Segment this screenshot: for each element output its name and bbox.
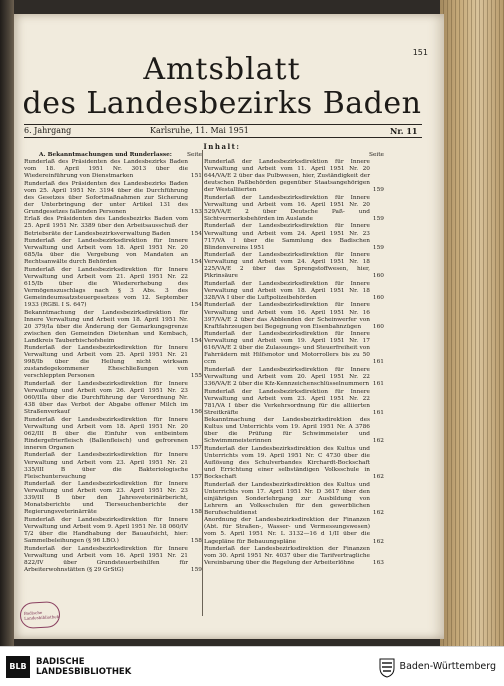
- state-coat-of-arms-icon: [378, 656, 396, 678]
- contents-entry: [204, 252, 384, 280]
- entry-text: Runderlaß der Landesbezirksdirektion des Kultus und Unterrichts vom 19. April 1951 Nr. C 4730 über die Auflösung des Schulverbandes Kirchardt-Bockschaft und Errichtung einer selbständigen Volksschule in Bockschaft: [204, 445, 370, 481]
- entry-text: Runderlaß der Landesbezirksdirektion für Innere Verwaltung und Arbeit vom 19. April 1951 Nr. 17 616/VA/E 2 über die Zulassungs- und Steuerfreiheit von Fahrrädern mit Hilfsmotor und Motorrollers bis zu 50 ccm: [204, 331, 370, 366]
- entry-page-number: 161: [372, 359, 384, 366]
- entry-page-number: 163: [372, 560, 384, 567]
- state-name[interactable]: Baden-Württemberg: [399, 661, 496, 672]
- volume-label: 6. Jahrgang: [24, 126, 72, 135]
- column-divider: [202, 150, 203, 616]
- entry-text: Bekanntmachung der Landesbezirksdirektion für Innere Verwaltung und Arbeit vom 18. April 1951 Nr. 20 379/Ia über die Änderung der Gemarkungsgrenze zwischen den Gemeinden Dietenhan und Kembach, Landkreis Tauberbischofsheim: [24, 309, 188, 344]
- entry-page-number: 158: [190, 509, 202, 516]
- masthead-title-line2: des Landesbezirks Baden: [22, 86, 422, 121]
- contents-entry: [24, 345, 202, 380]
- issue-number: Nr. 11: [390, 126, 418, 136]
- contents-entry: [204, 546, 384, 567]
- contents-entry: [204, 223, 384, 251]
- contents-entry: [204, 195, 384, 223]
- entry-text: Runderlaß der Landesbezirksdirektion für Innere Verwaltung und Arbeit vom 24. April 1951 Nr. 23 717/VA I über die Sammlung des Badischen Blindenvereins 1951: [204, 223, 370, 251]
- entry-text: Runderlaß der Landesbezirksdirektion des Kultus und Unterrichts vom 17. April 1951 Nr. D 3617 über den einjährigen Sonderlehrgang zur Ausbildung von Lehrern an Volksschulen für den gewerblichen Berufsschuldienst: [204, 481, 370, 516]
- viewer-footer: [0, 646, 504, 686]
- library-name[interactable]: [36, 657, 131, 677]
- entry-page-number: 162: [372, 538, 384, 545]
- entry-text: Runderlaß des Präsidenten des Landesbezirks Baden vom 25. April 1951 Nr. 3194 über die Durchführung des Gesetzes über Sofortmaßnahmen zur Sicherung der Unterbringung der unter Artikel 131 des Grundgesetzes fallenden Personen: [24, 180, 188, 215]
- entry-page-number: 157: [190, 473, 202, 480]
- contents-entry: [204, 389, 384, 417]
- contents-entry: [24, 417, 202, 452]
- entry-text: Runderlaß der Landesbezirksdirektion für Innere Verwaltung und Arbeit vom 18. April 1951 Nr. 18 328/VA I über die Luftpolizeibehörden: [204, 280, 370, 301]
- section-heading-text: A. Bekanntmachungen und Runderlasse:: [39, 152, 172, 158]
- contents-entry: [24, 238, 202, 266]
- contents-left-column: [24, 152, 202, 574]
- entry-text: Runderlaß der Landesbezirksdirektion für Innere Verwaltung und Arbeit vom 23. April 1951 Nr. 22 781/VA I über die Verkehrsordnung für die alliierten Streitkräfte: [204, 388, 370, 416]
- contents-entry: [24, 381, 202, 416]
- entry-page-number: 160: [372, 294, 384, 301]
- contents-entry: [24, 159, 202, 180]
- seite-label: Seite: [186, 152, 202, 158]
- contents-entry: [204, 417, 384, 445]
- entry-page-number: 160: [372, 323, 384, 330]
- library-stamp: [19, 601, 60, 629]
- entry-page-number: 154: [190, 337, 202, 344]
- seite-label-right: Seite: [368, 152, 384, 158]
- contents-entry: [24, 267, 202, 309]
- contents-right-column: [204, 152, 384, 568]
- entry-page-number: 154: [190, 230, 202, 237]
- entry-text: Anordnung der Landesbezirksdirektion der Finanzen (Abt. für Straßen-, Wasser- und Vermessungswesen) vom 5. April 1951 Nr. L 3132—16 d 1/II über die Lagepläne für Bebauungspläne: [204, 517, 370, 545]
- entry-text: Runderlaß der Landesbezirksdirektion für Innere Verwaltung und Arbeit vom 24. April 1951 Nr. 18 225/VA/E 2 über das Sprengstoffwesen, hier, Pikrinsäure: [204, 252, 370, 280]
- entry-text: Runderlaß der Landesbezirksdirektion für Innere Verwaltung und Arbeit vom 11. April 1951 Nr. 20 644/VA/E 2 über das Pulbwesen, hier, Zuständigkeit der deutschen Paßbehörden gegenüber Staatsangehörigen der Westalliierten: [204, 159, 370, 194]
- entry-page-number: 161: [372, 409, 384, 416]
- entry-page-number: 161: [372, 381, 384, 387]
- entry-text: Runderlaß der Landesbezirksdirektion für Innere Verwaltung und Arbeit vom 18. April 1951 Nr. 20 685/Ia über die Vergebung von Mandaten an Rechtsanwälte durch Behörden: [24, 238, 188, 266]
- masthead-rule-bottom: [24, 137, 422, 138]
- right-entries-list: [204, 159, 384, 567]
- contents-entry: [204, 281, 384, 302]
- entry-text: Runderlaß der Landesbezirksdirektion für Innere Verwaltung und Arbeit vom 23. April 1951 Nr. 21 335/III B über die Bakteriologische Fleischuntersuchung: [24, 452, 188, 480]
- entry-text: Runderlaß der Landesbezirksdirektion für Innere Verwaltung und Arbeit vom 26. April 1951 Nr. 23 060/IIIa über die Durchführung der Verordnung Nr. 438 über das Verbot der Abgabe offener Milch im Straßenverkauf: [24, 381, 188, 416]
- entry-text: Runderlaß der Landesbezirksdirektion für Innere Verwaltung und Arbeit vom 23. April 1951 Nr. 23 339/III B über den Jahresveterinärbericht, Monatsberichte und Tierseuchenberichte der Regierungsveterinärräte: [24, 481, 188, 516]
- contents-entry: [204, 159, 384, 194]
- contents-heading: Inhalt:: [203, 142, 241, 151]
- masthead-rule-top: [24, 124, 422, 125]
- page-edge-lines: [440, 0, 504, 646]
- entry-text: Runderlaß der Landesbezirksdirektion für Innere Verwaltung und Arbeit vom 16. April 1951 Nr. 21 822/IV über Grundsteuerbeihilfen für Arbeiterwohnstätten (§ 29 GrStG): [24, 545, 188, 573]
- section-heading: [24, 152, 202, 159]
- contents-entry: [204, 482, 384, 517]
- entry-page-number: 159: [372, 244, 384, 251]
- entry-page-number: 159: [372, 215, 384, 222]
- blb-logo[interactable]: BLB: [6, 656, 30, 678]
- entry-page-number: 159: [372, 187, 384, 194]
- entry-text: Runderlaß der Landesbezirksdirektion für Innere Verwaltung und Arbeit vom 21. April 1951 Nr. 22 615/Ib über die Wiedererhebung des Vermögenszuschlags nach § 3 Abs. 3 des Gemeindeumsatzsteuergesetzes vom 12. September 1933 (RGBl. I S. 647): [24, 266, 188, 308]
- entry-text: Runderlaß der Landesbezirksdirektion für Innere Verwaltung und Arbeit vom 16. April 1951 Nr. 16 397/VA/E 2 über das Abblenden der Scheinwerfer von Kraftfahrzeugen bei Begegnung von Eisenbahnzügen: [204, 302, 370, 330]
- entry-text: Runderlaß der Landesbezirksdirektion für Innere Verwaltung und Arbeit vom 16. April 1951 Nr. 20 529/VA/E 2 über Deutsche Paß- und Sichtvermerksbehörden im Auslande: [204, 194, 370, 222]
- entry-text: Runderlaß der Landesbezirksdirektion der Finanzen vom 30. April 1951 Nr. 4037 über die Tarifvertragliche Vereinbarung über die Regelung der Arbeiterlöhne: [204, 546, 370, 567]
- entry-text: Erlaß des Präsidenten des Landesbezirks Baden vom 25. April 1951 Nr. 3389 über den Arbeitsausschuß der Betriebsräte der Landesbezirksverwaltung Baden: [24, 216, 188, 237]
- entry-page-number: 162: [372, 438, 384, 445]
- entry-text: Runderlaß der Landesbezirksdirektion für Innere Verwaltung und Arbeit vom 20. April 1951 Nr. 22 336/VA/E 2 über die Kfz-Kennzeichenschlüsselnummern: [204, 366, 370, 387]
- entry-page-number: 160: [372, 273, 384, 280]
- entry-page-number: 162: [372, 509, 384, 516]
- entry-page-number: 154: [190, 259, 202, 266]
- entry-page-number: 156: [190, 409, 202, 416]
- page-number: 151: [412, 48, 428, 57]
- entry-page-number: 158: [190, 538, 202, 545]
- contents-entry: [24, 310, 202, 345]
- contents-entry: [24, 517, 202, 545]
- entry-text: Runderlaß der Landesbezirksdirektion für Innere Verwaltung und Arbeit vom 18. April 1951 Nr. 20 062/III B über die Einfuhr von entbeintem Rindergefrierfleisch (Ballenfleisch) und gefrorenen inneren Organen: [24, 416, 188, 451]
- contents-entry: [24, 546, 202, 574]
- entry-page-number: 159: [190, 566, 202, 573]
- contents-entry: [24, 481, 202, 516]
- contents-entry: [24, 216, 202, 237]
- place-date: Karlsruhe, 11. Mai 1951: [150, 126, 249, 135]
- library-name-line2: LANDESBIBLIOTHEK: [36, 667, 132, 677]
- left-entries-list: [24, 159, 202, 574]
- entry-text: Runderlaß der Landesbezirksdirektion für Innere Verwaltung und Arbeit vom 9. April 1951 Nr. 18 060/IV T/2 über die Handhabung der Bauaufsicht, hier: Sammelbeleihungen (§ 96 LBO.): [24, 516, 188, 545]
- contents-entry: [204, 446, 384, 481]
- contents-entry: [24, 452, 202, 480]
- entry-page-number: 157: [190, 444, 202, 451]
- entry-page-number: 154: [190, 301, 202, 308]
- contents-entry: [204, 302, 384, 330]
- contents-entry: [204, 331, 384, 366]
- contents-entry: [204, 517, 384, 545]
- contents-entry: [24, 181, 202, 216]
- entry-page-number: 162: [372, 474, 384, 481]
- entry-text: Runderlaß des Präsidenten des Landesbezirks Baden vom 18. April 1951 Nr. 3013 über die Wiedereinführung von Dienstmarken: [24, 159, 188, 180]
- library-name-line1: BADISCHE: [36, 657, 85, 667]
- stamp-text: Badische Landesbibliothek: [23, 609, 60, 621]
- entry-page-number: 151: [190, 173, 202, 180]
- masthead-title-line1: Amtsblatt: [143, 52, 301, 87]
- entry-text: Runderlaß der Landesbezirksdirektion für Innere Verwaltung und Arbeit vom 25. April 1951 Nr. 21 998/Ib über die Heilung nicht wirksam zustandegekommener Eheschließungen von verschleppten Personen: [24, 345, 188, 380]
- entry-page-number: 153: [190, 208, 202, 215]
- contents-entry: [204, 367, 384, 388]
- entry-page-number: 155: [190, 373, 202, 380]
- entry-text: Bekanntmachung der Landesbezirksdirektion des Kultus und Unterrichts vom 19. April 1951 Nr. A 3786 über die Prüfung für Schwimmeister und Schwimmmeisterinnen: [204, 417, 370, 445]
